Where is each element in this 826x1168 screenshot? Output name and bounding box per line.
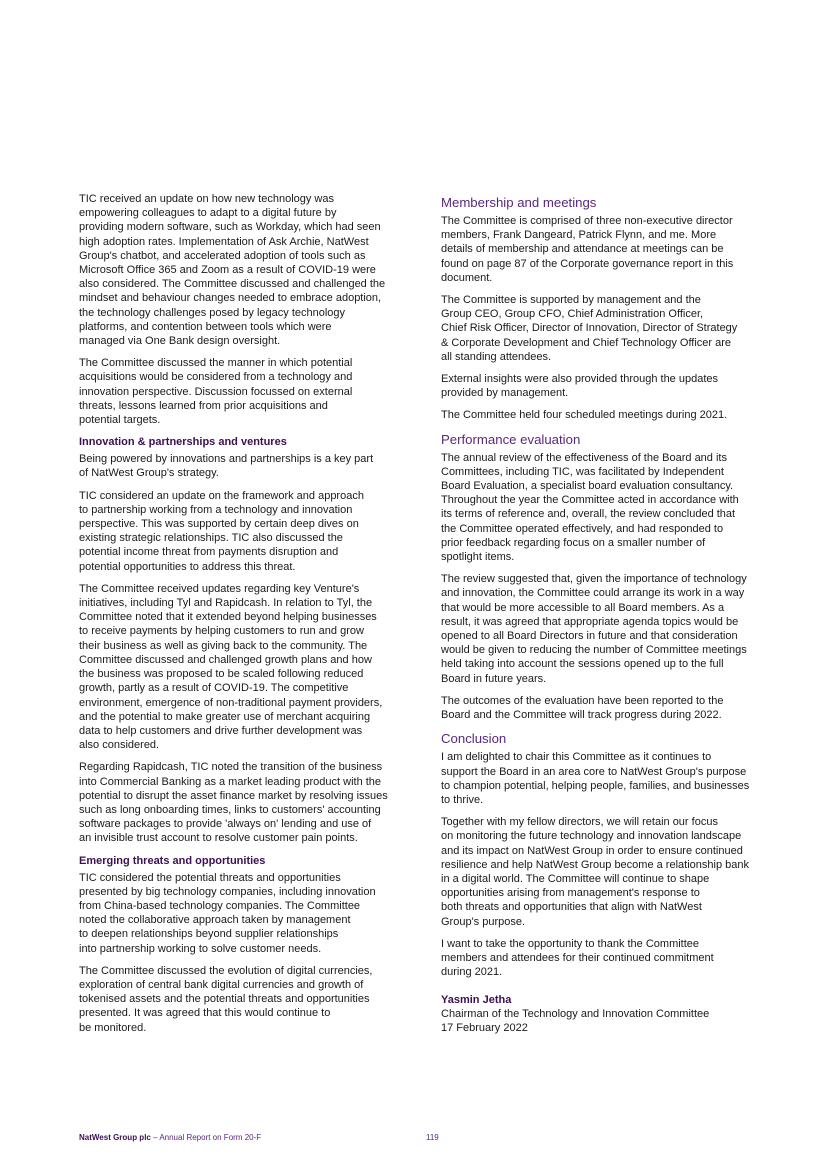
paragraph-partnership-framework: TIC considered an update on the framework and approach to partnership working from a technology and innovation perspective. This was supported by certain deep dives on existing strategic relationships. TIC also discussed the potential income threat from payments disruption and potential opportunities to address this threat. — [79, 489, 364, 573]
paragraph-innovation-strategy: Being powered by innovations and partnerships is a key part of NatWest Group's strategy. — [79, 453, 374, 480]
heading-conclusion: Conclusion — [441, 731, 507, 747]
signatory-title: Chairman of the Technology and Innovation Committee — [441, 1008, 710, 1021]
paragraph-acquisitions: The Committee discussed the manner in which potential acquisitions would be considered from a technology and innovation perspective. Discussion focussed on external threats, lessons learned from prior acquisitions and potential targets. — [79, 357, 353, 427]
paragraph-future-focus: Together with my fellow directors, we will retain our focus on monitoring the future technology and innovation landscape and its impact on NatWest Group in order to ensure continued resilience and help NatWest Group become a relationship bank in a digital world. The Committee will continue to shape opportunities arising from management's response to both threats and opportunities that align with NatWest Group's purpose. — [441, 816, 749, 928]
signatory-date: 17 February 2022 — [441, 1022, 528, 1035]
paragraph-external-insights: External insights were also provided through the updates provided by management. — [441, 373, 719, 400]
paragraph-chair-statement: I am delighted to chair this Committee as it continues to support the Board in an area core to NatWest Group's purpose to champion potential, helping people, families, and businesses to thrive. — [441, 751, 750, 806]
paragraph-ventures-tyl: The Committee received updates regarding key Venture's initiatives, including Tyl and Rapidcash. In relation to Tyl, the Committee noted that it extended beyond helping businesses to receive payments by helping customers to run and grow their business as well as giving back to the community. The Committee discussed and challenged growth plans and how the business was proposed to be scaled following reduced growth, partly as a result of COVID-19. The competitive environment, emergence of non-traditional payment providers, and the potential to make greater use of merchant acquiring data to help customers and drive further development was also considered. — [79, 582, 383, 752]
footer-brand: NatWest Group plc — [79, 1133, 151, 1142]
heading-innovation-partnerships: Innovation & partnerships and ventures — [79, 436, 287, 449]
right-column — [441, 192, 771, 1035]
heading-emerging-threats: Emerging threats and opportunities — [79, 854, 266, 867]
paragraph-attendees: The Committee is supported by management and the Group CEO, Group CFO, Chief Administration Officer, Chief Risk Officer, Director of Innovation, Director of Strategy & Corporate Development and Chief Technology Officer are all standing attendees. — [441, 294, 738, 363]
paragraph-review-suggestion: The review suggested that, given the importance of technology and innovation, the Committee could arrange its work in a way that would be more accessible to all Board members. As a result, it was agreed that appropriate agenda topics would be opened to all Board Directors in future and that consideration would be given to reducing the number of Committee meetings held taking into account the sessions opened up to the full Board in future years. — [441, 573, 747, 685]
paragraph-technology-update: TIC received an update on how new technology was empowering colleagues to adapt to a digital future by providing modern software, such as Workday, which had seen high adoption rates. Implementation of Ask Archie, NatWest Group's chatbot, and accelerated adoption of tools such as Microsoft Office 365 and Zoom as a result of COVID-19 were also considered. The Committee discussed and challenged the mindset and behaviour changes needed to embrace adoption, the technology challenges posed by legacy technology platforms, and contention between tools which were managed via One Bank design oversight. — [79, 193, 386, 348]
heading-membership: Membership and meetings — [441, 195, 597, 210]
footer-report-name: – Annual Report on Form 20-F — [150, 1133, 262, 1142]
paragraph-rapidcash: Regarding Rapidcash, TIC noted the transition of the business into Commercial Banking as a market leading product with the potential to disrupt the asset finance market by resolving issues such as long onboarding times, links to customers' accounting software packages to provide 'always on' lending and use of an invisible trust account to resolve customer pain points. — [79, 761, 388, 845]
footer-report-title — [79, 1133, 261, 1142]
paragraph-big-tech-threats: TIC considered the potential threats and opportunities presented by big technology companies, including innovation from China-based technology companies. The Committee noted the collaborative approach taken by management to deepen relationships beyond supplier relationships into partnership working to solve customer needs. — [79, 871, 376, 955]
paragraph-outcomes: The outcomes of the evaluation have been reported to the Board and the Committee will track progress during 2022. — [441, 694, 724, 722]
page-number: 119 — [426, 1133, 439, 1142]
left-column — [79, 192, 412, 1043]
signatory-name: Yasmin Jetha — [441, 994, 512, 1007]
paragraph-annual-review: The annual review of the effectiveness of the Board and its Committees, including TIC, was facilitated by Independent Board Evaluation, a specialist board evaluation consultancy. Throughout the year the Committee acted in accordance with its terms of reference and, overall, the review concluded that the Committee operated effectively, and had responded to prior feedback regarding focus on a smaller number of spotlight items. — [441, 451, 739, 564]
paragraph-thanks: I want to take the opportunity to thank the Committee members and attendees for their continued commitment during 2021. — [441, 937, 714, 979]
heading-performance-evaluation: Performance evaluation — [441, 431, 581, 447]
paragraph-meetings: The Committee held four scheduled meetings during 2021. — [441, 409, 728, 422]
paragraph-digital-currencies: The Committee discussed the evolution of digital currencies, exploration of central bank digital currencies and growth of tokenised assets and the potential threats and opportunities presented. It was agreed that this would continue to be monitored. — [79, 964, 373, 1034]
paragraph-membership: The Committee is comprised of three non-executive director members, Frank Dangeard, Patrick Flynn, and me. More details of membership and attendance at meetings can be found on page 87 of the Corporate governance report in this document. — [441, 215, 734, 284]
